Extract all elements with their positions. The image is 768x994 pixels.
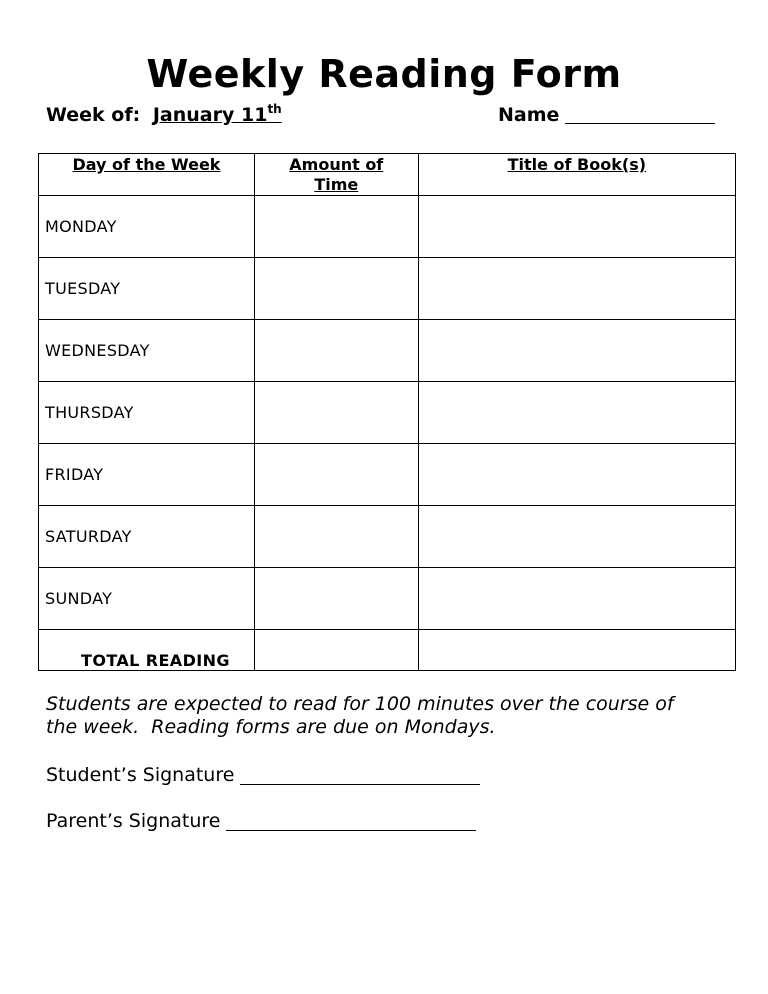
total-time-cell[interactable] [254,630,418,671]
day-cell: TUESDAY [39,258,255,320]
book-title-cell[interactable] [418,258,735,320]
header-title-of-books: Title of Book(s) [418,154,735,196]
book-title-cell[interactable] [418,320,735,382]
week-of-date-suffix: th [267,102,282,116]
day-cell: FRIDAY [39,444,255,506]
name-label: Name [498,104,560,126]
table-row-saturday [39,506,736,568]
table-row-wednesday [39,320,736,382]
day-cell: MONDAY [39,196,255,258]
name-field [498,104,715,126]
day-cell: SUNDAY [39,568,255,630]
time-cell[interactable] [254,320,418,382]
table-row-total [39,630,736,671]
time-cell[interactable] [254,444,418,506]
day-cell: THURSDAY [39,382,255,444]
total-reading-label: TOTAL READING [39,630,255,671]
table-row-friday [39,444,736,506]
parent-signature-label: Parent’s Signature [46,810,221,832]
instructions-note [46,693,736,739]
time-cell[interactable] [254,258,418,320]
time-cell[interactable] [254,382,418,444]
table-row-sunday [39,568,736,630]
book-title-cell[interactable] [418,444,735,506]
table-row-monday [39,196,736,258]
instructions-line-2: the week. Reading forms are due on Mondays. [46,716,496,738]
page-title: Weekly Reading Form [146,52,622,96]
week-of-value [153,104,282,126]
time-cell[interactable] [254,568,418,630]
student-signature-field [46,764,480,786]
student-signature-label: Student’s Signature [46,764,235,786]
week-of-date: January 11 [152,104,268,126]
table-row-tuesday [39,258,736,320]
book-title-cell[interactable] [418,568,735,630]
time-cell[interactable] [254,196,418,258]
instructions-line-1: Students are expected to read for 100 minutes over the course of [46,693,674,715]
book-title-cell[interactable] [418,506,735,568]
book-title-cell[interactable] [418,382,735,444]
header-amount-of-time: Amount of Time [254,154,418,196]
week-of-label: Week of: [46,104,141,126]
day-cell: WEDNESDAY [39,320,255,382]
week-of-field [46,104,282,126]
reading-log-table [38,153,736,671]
total-book-cell[interactable] [418,630,735,671]
name-blank-line[interactable] [565,104,715,124]
parent-signature-field [46,810,476,832]
time-cell[interactable] [254,506,418,568]
table-header-row [39,154,736,196]
table-row-thursday [39,382,736,444]
book-title-cell[interactable] [418,196,735,258]
header-day-of-week: Day of the Week [39,154,255,196]
parent-signature-line[interactable] [226,811,476,831]
day-cell: SATURDAY [39,506,255,568]
student-signature-line[interactable] [240,765,480,785]
